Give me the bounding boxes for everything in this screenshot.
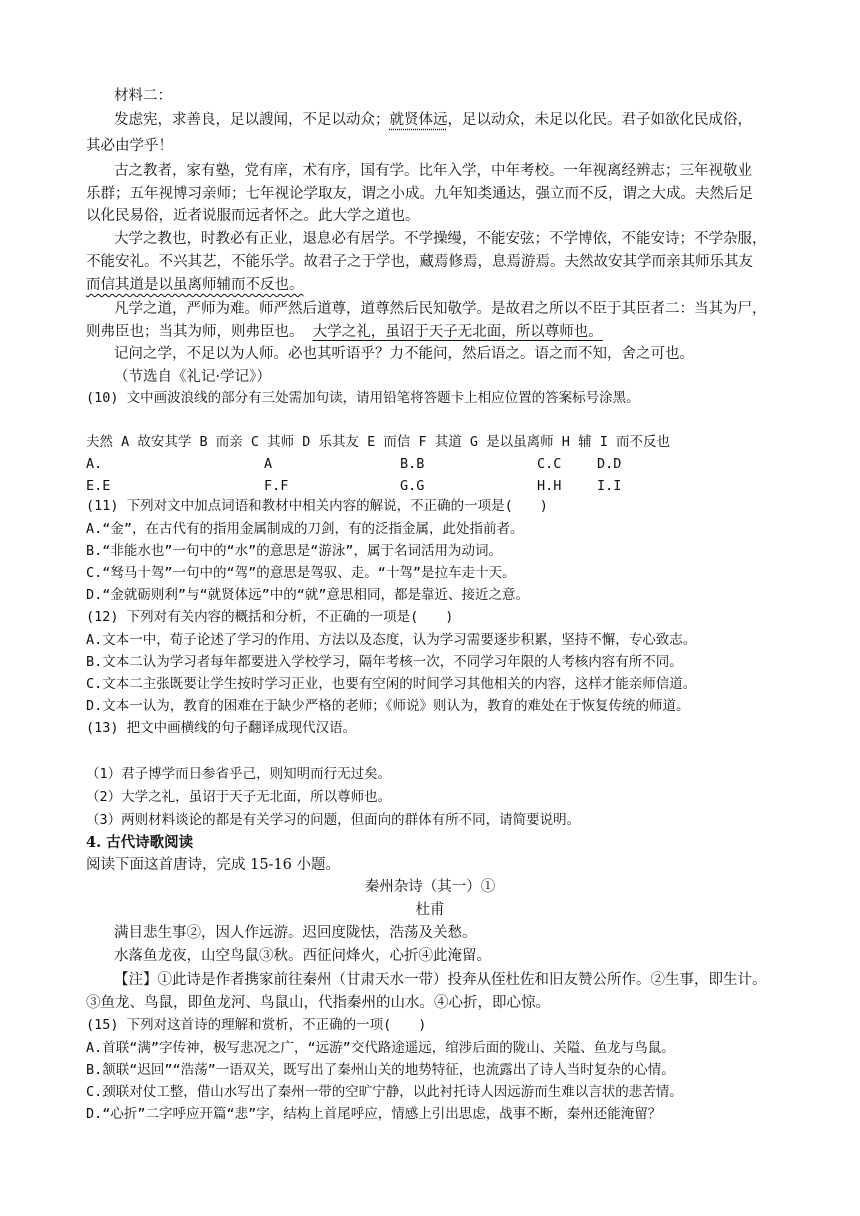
q10-option[interactable]: H.H	[537, 478, 562, 494]
section4-title: 4. 古代诗歌阅读	[86, 834, 194, 851]
q10-option[interactable]: B.B	[400, 456, 425, 472]
material2-para3-line1: 大学之教也，时教必有正业，退息必有居学。不学操缦，不能安弦；不学博依，不能安诗；不学杂服，	[114, 231, 767, 247]
underlined-sentence: 大学之礼，虽诏于天子无北面，所以尊师也。	[312, 324, 603, 340]
material2-para2-line3: 以化民易俗，近者说服而远者怀之。此大学之道也。	[86, 208, 420, 224]
material2-para3-line3	[86, 275, 776, 295]
wavy-underlined-text: 而信其道是以虽离师辅而不反也。	[86, 277, 304, 293]
text-span: 发虑宪，求善良，足以謏闻，不足以动众；	[114, 112, 390, 128]
q15-option-b[interactable]: B.颔联“迟回”“浩荡”一语双关，既写出了秦州山关的地势特征，也流露出了诗人当时复杂的心情。	[86, 1062, 675, 1078]
text-span: ，足以动众，未足以化民。君子如欲化民成俗，	[447, 112, 752, 128]
q10-sentence: 夫然 A 故安其学 B 而亲 C 其师 D 乐其友 E 而信 F 其道 G 是以虽离师 H 辅 I 而不反也	[86, 434, 670, 450]
q13-stem: (13) 把文中画横线的句子翻译成现代汉语。	[86, 720, 357, 736]
q11-option-a[interactable]: A.“金”，在古代有的指用金属制成的刀剑，有的泛指金属，此处指前者。	[86, 521, 524, 537]
q12-option-d[interactable]: D.文本一认为，教育的困难在于缺少严格的老师；《师说》则认为，教育的难处在于恢复传统的师道。	[86, 698, 690, 714]
text-span: 则弗臣也；当其为师，则弗臣也。	[86, 324, 304, 340]
material2-para5: 记问之学，不足以为人师。必也其听语乎？力不能问，然后语之。语之而不知，舍之可也。	[114, 346, 694, 362]
q10-option[interactable]: A	[264, 456, 273, 472]
q13-sentence-1: （1）君子博学而日参省乎己，则知明而行无过矣。	[86, 766, 392, 782]
q10-option[interactable]: F.F	[264, 478, 289, 494]
q13-sentence-2: （2）大学之礼，虽诏于天子无北面，所以尊师也。	[86, 789, 392, 805]
dotted-phrase: 就贤体远	[389, 112, 448, 128]
q10-option[interactable]: E.E	[86, 478, 111, 494]
q11-stem: (11) 下列对文中加点词语和教材中相关内容的解说，不正确的一项是( )	[86, 498, 548, 514]
material2-para2-line1: 古之教者，家有塾，党有庠，术有序，国有学。比年入学，中年考校。一年视离经辨志；三年视敬业	[114, 163, 752, 179]
poem-line-1: 满目悲生事②，因人作远游。迟回度陇怯，浩荡及关愁。	[114, 925, 477, 941]
q11-option-b[interactable]: B.“非能水也”一句中的“水”的意思是“游泳”，属于名词活用为动词。	[86, 543, 503, 559]
material2-heading: 材料二：	[114, 88, 172, 104]
q12-option-a[interactable]: A.文本一中，荀子论述了学习的作用、方法以及态度，认为学习需要逐步积累，坚持不懈，专心致志。	[86, 632, 697, 648]
q10-stem: (10) 文中画波浪线的部分有三处需加句读，请用铅笔将答题卡上相应位置的答案标号涂黑。	[86, 390, 640, 406]
poem-title: 秦州杂诗（其一）①	[364, 879, 496, 895]
q15-option-c[interactable]: C.颈联对仗工整，借山水写出了秦州一带的空旷宁静，以此衬托诗人因远游而生难以言状的悲苦情。	[86, 1084, 683, 1100]
q14-question: （3）两则材料谈论的都是有关学习的问题，但面向的群体有所不同，请简要说明。	[86, 812, 581, 828]
q12-option-b[interactable]: B.文本二认为学习者每年都要进入学校学习，隔年考核一次，不同学习年限的人考核内容有所不同。	[86, 654, 683, 670]
material2-para2-line2: 乐群；五年视博习亲师；七年视论学取友，谓之小成。九年知类通达，强立而不反，谓之大成。夫然后足	[86, 186, 753, 202]
q15-stem: (15) 下列对这首诗的理解和赏析，不正确的一项( )	[86, 1017, 427, 1033]
q10-option[interactable]: I.I	[597, 478, 622, 494]
q11-option-d[interactable]: D.“金就砺则利”与“就贤体远”中的“就”意思相同，都是靠近、接近之意。	[86, 587, 530, 603]
q12-stem: (12) 下列对有关内容的概括和分析，不正确的一项是( )	[86, 609, 454, 625]
poem-line-2: 水落鱼龙夜，山空鸟鼠③秋。西征问烽火，心折④此淹留。	[114, 948, 491, 964]
q11-option-c[interactable]: C.“驽马十驾”一句中的“驾”的意思是驾驭、走。“十驾”是拉车走十天。	[86, 565, 516, 581]
material2-source: （节选自《礼记·学记》）	[114, 369, 271, 385]
section4-intro: 阅读下面这首唐诗，完成 15-16 小题。	[86, 857, 341, 873]
q10-option[interactable]: D.D	[597, 456, 622, 472]
poem-note-line-1: 【注】①此诗是作者携家前往秦州（甘肃天水一带）投奔从侄杜佐和旧友赞公所作。②生事，即生计。	[114, 972, 767, 988]
material2-para4-line1: 凡学之道，严师为难。师严然后道尊，道尊然后民知敬学。是故君之所以不臣于其臣者二：当其为尸，	[114, 301, 767, 317]
q15-option-a[interactable]: A.首联“满”字传神，极写悲况之广，“远游”交代路途遥远，绾涉后面的陇山、关隘、鱼龙与鸟鼠。	[86, 1040, 675, 1056]
q15-option-d[interactable]: D.“心折”二字呼应开篇“悲”字，结构上首尾呼应，情感上引出思虑，战事不断，秦州还能淹留？	[86, 1106, 662, 1122]
q12-option-c[interactable]: C.文本二主张既要让学生按时学习正业，也要有空闲的时间学习其他相关的内容，这样才能亲师信道。	[86, 676, 697, 692]
material2-para4-line2	[86, 322, 776, 342]
q10-option[interactable]: A.	[86, 456, 103, 472]
q10-option[interactable]: G.G	[400, 478, 425, 494]
material2-para1-line1	[114, 110, 804, 130]
q10-option[interactable]: C.C	[537, 456, 562, 472]
material2-para3-line2: 不能安礼。不兴其艺，不能乐学。故君子之于学也，藏焉修焉，息焉游焉。夫然故安其学而亲其师乐其友	[86, 254, 753, 270]
poem-note-line-2: ③鱼龙、鸟鼠，即鱼龙河、鸟鼠山，代指秦州的山水。④心折，即心惊。	[86, 995, 550, 1011]
poem-author: 杜甫	[415, 902, 445, 918]
material2-para1-line2: 其必由学乎！	[86, 138, 173, 154]
